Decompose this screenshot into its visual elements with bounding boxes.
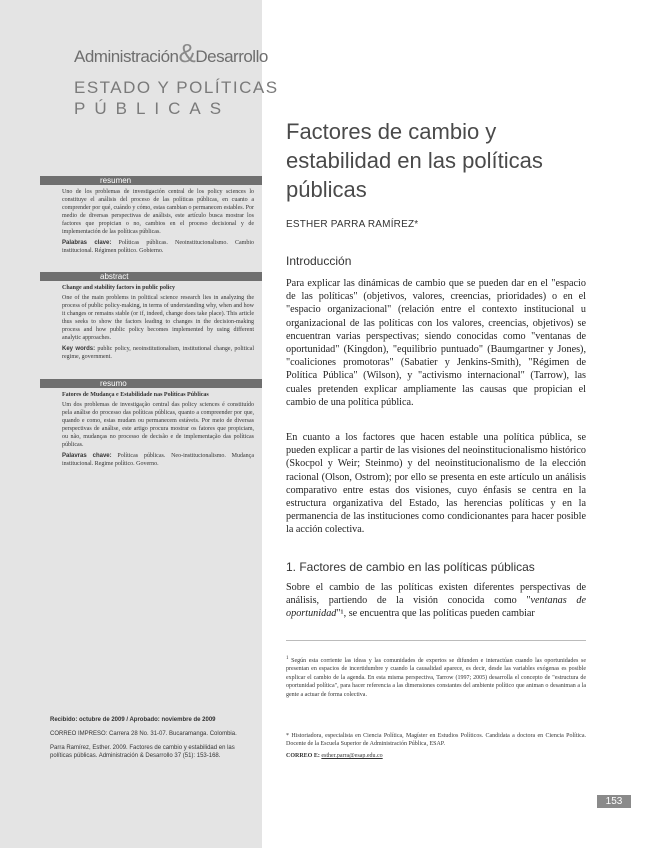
received-date: Recibido: octubre de 2009 / Aprobado: noviembre de 2009 [50, 717, 216, 723]
abstract-kw-label: Key words: [62, 346, 96, 352]
article-author: ESTHER PARRA RAMÍREZ* [286, 219, 419, 230]
resumen-label: resumen [100, 176, 132, 185]
journal-logo [74, 38, 268, 69]
page-number: 153 [597, 795, 631, 808]
footnote-divider [286, 640, 586, 641]
resumen-text: Uno de los problemas de investigación central de los policy sciences lo constituye el análisis del proceso de las políticas públicas, en cuanto a comprender por qué, cuándo y cómo, estas cambian o permanecen estables. Por medio de diversas perspectivas de análisis, este artículo busca mostrar los factores que propician o no, cambios en el proceso decisional y de implementación de las políticas públicas. [62, 189, 254, 235]
resumo-keywords [62, 452, 254, 468]
section-line-1: ESTADO Y POLÍTICAS [74, 78, 279, 97]
abstract-text: One of the main problems in political science research lies in analyzing the process of public policy-making, in terms of understanding why, when and how it changes or remains stable (or if, indeed, change does take place). This article thus seeks to show the factors leading to changes in the decision-making process and how public policy becomes implemented by using different analytic approaches. [62, 295, 254, 341]
section-title [74, 78, 279, 119]
resumo-text: Um dos problemas de investigação central das policy sciences é constituído pela análise do processo das políticas públicas, quanto a compreender por que, quando e como, estas mudam ou permanecem estáveis. Por meio de diversas perspectivas de análise, este artigo procura mostrar os fatores que propiciam, ou não, mudanças no processo de decisão e de implementação das políticas públicas. [62, 402, 254, 448]
sec1-text-end: "¹, se encuentra que las políticas pueden cambiar [336, 608, 535, 620]
abstract-keywords [62, 345, 254, 361]
postal-address: CORREO IMPRESO: Carrera 28 No. 31-07. Bucaramanga. Colombia. [50, 731, 237, 737]
resumen-keywords [62, 239, 254, 255]
resumo-bar [40, 379, 262, 388]
intro-heading: Introducción [286, 254, 352, 268]
citation: Parra Ramírez, Esther. 2009. Factores de cambio y estabilidad en las políticas públicas. Administración & Desarrollo 37 (51): 153-168. [50, 745, 235, 759]
abstract-label: abstract [100, 272, 129, 281]
resumo-title: Fatores de Mudança e Estabilidade nas Políticas Públicas [62, 392, 209, 398]
article-meta [50, 716, 255, 766]
section-1-paragraph-1 [286, 581, 586, 621]
footnote-1-text: Según esta corriente las ideas y las comunidades de expertos se difunden e interactúan cuando las oportunidades se presentan en espacios de incertidumbre y cuando la causalidad aparece, es decir, desde las variables exógenas es posible explicar el cambio de la agenda. En esta misma perspectiva, Tarrow (1997; 2005) desarrolla el concepto de "estructura de oportunidad política", para hacer referencia a las dimensiones constantes del ambiente político que animan o desaniman a la gente a actuar de forma colectiva. [286, 658, 587, 698]
abstract-bar [40, 272, 262, 281]
resumo-block [62, 391, 254, 471]
resumo-kw-label: Palavras chave: [62, 453, 112, 459]
sec1-text-italic: ventanas de oportunidad [286, 595, 586, 620]
email-address[interactable]: esther.parra@esap.edu.co [321, 753, 383, 759]
author-email [286, 752, 586, 760]
section-1-heading: 1. Factores de cambio en las políticas públicas [286, 560, 535, 574]
footnote-1 [286, 655, 586, 699]
sec1-text-start: Sobre el cambio de las políticas existen diferentes perspectivas de análisis, partiendo de la visión conocida como " [286, 582, 586, 607]
resumen-block [62, 188, 254, 258]
logo-right: Desarrollo [195, 47, 268, 66]
abstract-kw: public policy, neoinstitutionalism, institutional change, political regime, government. [62, 346, 255, 360]
abstract-block [62, 284, 254, 364]
footnote-2: * Historiadora, especialista en Ciencia Política, Magíster en Estudios Políticos. Candidata a doctora en Ciencia Política. Docente de la Escuela Superior de Administración Pública, ESAP. [286, 733, 586, 748]
resumen-bar [40, 176, 262, 185]
email-label: CORREO E: [286, 753, 320, 759]
intro-paragraph-1: Para explicar las dinámicas de cambio que se pueden dar en el "espacio de las políticas" (objetivos, valores, creencias, prioridades) o en el "espacio organizacional" (relación entre el contexto institucional u organizacional de las políticas con los valores, creencias, objetivos) se encuentran varias perspectivas; siendo conocidas como "ventanas de oportunidad" (Kingdon), "equilibrio puntuado" (Baumgartner y Jones), "coaliciones promotoras" (Sabatier y Jenkins-Smith), "Régimen de Política Pública" (Wilson), y "activismo internacional" (Tarrow), las cuales pretenden explicar ampliamente las causas que propician el cambio de una política pública. [286, 278, 586, 408]
resumo-label: resumo [100, 379, 127, 388]
section-line-2: PÚBLICAS [74, 99, 231, 118]
resumen-kw: Políticas públicas. Neoinstitucionalismo. Cambio institucional. Régimen político. Gobierno. [62, 240, 254, 254]
intro-paragraph-2: En cuanto a los factores que hacen estable una política pública, se pueden explicar a partir de las visiones del neoinstitucionalismo histórico (Skocpol y Weir; Steinmo) y del neoinstitucionalismo de la elección racional (Olson, Ostrom); por ello se presenta en este artículo un análisis comparativo entre estas dos visiones, cuyo énfasis se centra en la estructura organizativa del Estado, las herencias políticas y en la permanencia de las instituciones como condicionantes para hacer posible la acción colectiva. [286, 432, 586, 536]
logo-amp: & [178, 38, 196, 68]
resumen-kw-label: Palabras clave: [62, 240, 112, 246]
logo-left: Administración [74, 47, 179, 66]
footnote-1-mark: 1 [286, 656, 289, 661]
resumo-kw: Políticas públicas. Neo-institucionalismo. Mudança institucional. Regime político. Governo. [62, 453, 255, 467]
abstract-title: Change and stability factors in public policy [62, 285, 176, 291]
article-title: Factores de cambio y estabilidad en las políticas públicas [286, 119, 543, 202]
